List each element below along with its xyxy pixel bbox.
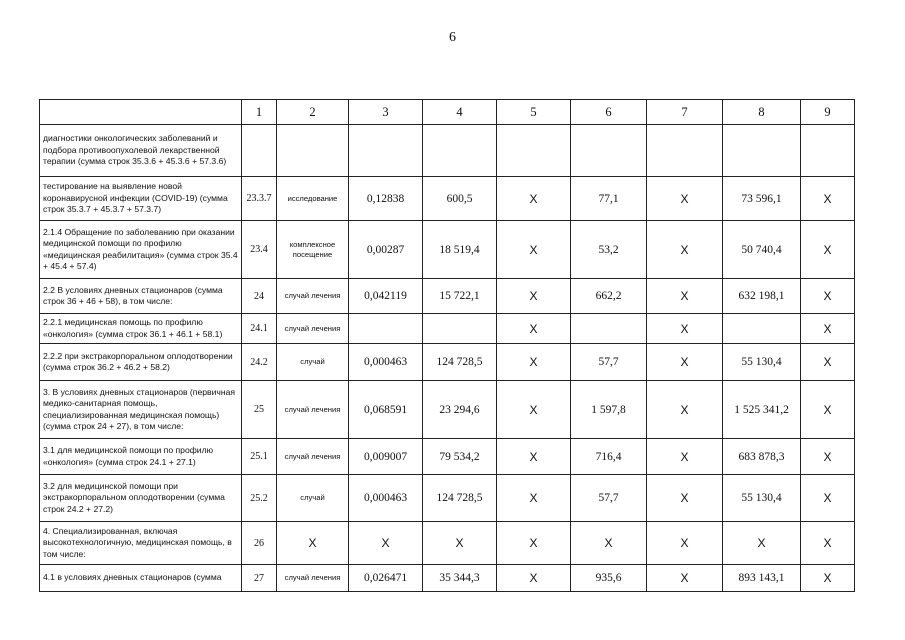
value-cell: X (497, 522, 571, 565)
value-cell: X (801, 439, 855, 475)
header-cell (40, 100, 242, 125)
row-code: 24.1 (242, 314, 277, 344)
value-cell (723, 125, 801, 177)
header-cell: 9 (801, 100, 855, 125)
row-code (242, 125, 277, 177)
value-cell: X (423, 522, 497, 565)
row-code: 27 (242, 565, 277, 592)
value-cell: 0,12838 (349, 177, 423, 221)
header-cell: 6 (571, 100, 647, 125)
value-cell: X (647, 565, 723, 592)
value-cell: X (723, 522, 801, 565)
value-cell: 53,2 (571, 221, 647, 279)
value-cell: 35 344,3 (423, 565, 497, 592)
header-cell: 4 (423, 100, 497, 125)
table-row (40, 221, 855, 279)
row-code: 23.3.7 (242, 177, 277, 221)
unit-cell (277, 125, 349, 177)
value-cell: X (497, 221, 571, 279)
row-description: 2.2 В условиях дневных стационаров (сумма строк 36 + 46 + 58), в том числе: (40, 279, 242, 314)
value-cell: 55 130,4 (723, 475, 801, 522)
row-code: 25 (242, 381, 277, 439)
table-row (40, 344, 855, 381)
value-cell: 124 728,5 (423, 475, 497, 522)
table-row (40, 565, 855, 592)
table-row (40, 177, 855, 221)
row-code: 24 (242, 279, 277, 314)
value-cell: 1 525 341,2 (723, 381, 801, 439)
value-cell: 50 740,4 (723, 221, 801, 279)
value-cell: 0,00287 (349, 221, 423, 279)
table-header-row (40, 100, 855, 125)
value-cell: X (497, 344, 571, 381)
value-cell: X (801, 522, 855, 565)
unit-cell: случай лечения (277, 279, 349, 314)
value-cell (723, 314, 801, 344)
value-cell: 23 294,6 (423, 381, 497, 439)
row-code: 25.2 (242, 475, 277, 522)
value-cell: X (497, 279, 571, 314)
row-description: 3. В условиях дневных стационаров (первичная медико-санитарная помощь, специализированная медицинская помощь) (сумма строк 24 + 27), в том числе: (40, 381, 242, 439)
table-row (40, 475, 855, 522)
header-cell: 5 (497, 100, 571, 125)
value-cell: X (497, 177, 571, 221)
value-cell: X (647, 381, 723, 439)
header-cell: 8 (723, 100, 801, 125)
value-cell: X (801, 314, 855, 344)
unit-cell: случай (277, 475, 349, 522)
value-cell: 0,068591 (349, 381, 423, 439)
value-cell: 77,1 (571, 177, 647, 221)
unit-cell: исследование (277, 177, 349, 221)
value-cell: 0,026471 (349, 565, 423, 592)
row-description: 4. Специализированная, включая высокотехнологичную, медицинская помощь, в том числе: (40, 522, 242, 565)
value-cell: 716,4 (571, 439, 647, 475)
value-cell: 73 596,1 (723, 177, 801, 221)
value-cell: 55 130,4 (723, 344, 801, 381)
value-cell: 15 722,1 (423, 279, 497, 314)
value-cell (801, 125, 855, 177)
data-table (39, 99, 855, 592)
value-cell: 0,042119 (349, 279, 423, 314)
value-cell: 600,5 (423, 177, 497, 221)
value-cell: 57,7 (571, 344, 647, 381)
unit-cell: случай лечения (277, 565, 349, 592)
value-cell: 683 878,3 (723, 439, 801, 475)
value-cell: 124 728,5 (423, 344, 497, 381)
value-cell (647, 125, 723, 177)
value-cell: X (497, 475, 571, 522)
unit-cell: случай (277, 344, 349, 381)
value-cell: X (647, 314, 723, 344)
value-cell: X (647, 522, 723, 565)
unit-cell: X (277, 522, 349, 565)
header-cell: 3 (349, 100, 423, 125)
row-code: 23.4 (242, 221, 277, 279)
value-cell: X (801, 279, 855, 314)
value-cell: X (647, 279, 723, 314)
row-description: 2.2.1 медицинская помощь по профилю «онкология» (сумма строк 36.1 + 46.1 + 58.1) (40, 314, 242, 344)
value-cell: X (801, 475, 855, 522)
value-cell: 893 143,1 (723, 565, 801, 592)
row-description: 2.1.4 Обращение по заболеванию при оказании медицинской помощи по профилю «медицинская реабилитация» (сумма строк 35.4 + 45.4 + 57.4) (40, 221, 242, 279)
value-cell: 79 534,2 (423, 439, 497, 475)
value-cell: X (647, 221, 723, 279)
value-cell: X (647, 439, 723, 475)
header-cell: 2 (277, 100, 349, 125)
value-cell: X (801, 565, 855, 592)
table-row (40, 522, 855, 565)
value-cell: 632 198,1 (723, 279, 801, 314)
value-cell (423, 125, 497, 177)
value-cell: X (647, 475, 723, 522)
value-cell: 0,000463 (349, 344, 423, 381)
table-row (40, 381, 855, 439)
value-cell: X (801, 221, 855, 279)
page-number: 6 (449, 30, 456, 45)
value-cell (571, 125, 647, 177)
value-cell: 18 519,4 (423, 221, 497, 279)
unit-cell: случай лечения (277, 381, 349, 439)
value-cell (423, 314, 497, 344)
value-cell: 935,6 (571, 565, 647, 592)
value-cell: X (497, 381, 571, 439)
unit-cell: комплексное посещение (277, 221, 349, 279)
value-cell: X (497, 314, 571, 344)
row-code: 24.2 (242, 344, 277, 381)
row-description: 3.1 для медицинской помощи по профилю «онкология» (сумма строк 24.1 + 27.1) (40, 439, 242, 475)
value-cell: 662,2 (571, 279, 647, 314)
row-description: 2.2.2 при экстракорпоральном оплодотворении (сумма строк 36.2 + 46.2 + 58.2) (40, 344, 242, 381)
value-cell: X (801, 381, 855, 439)
value-cell: X (647, 344, 723, 381)
unit-cell: случай лечения (277, 314, 349, 344)
value-cell (349, 125, 423, 177)
value-cell: 57,7 (571, 475, 647, 522)
table-row (40, 439, 855, 475)
table-row (40, 314, 855, 344)
row-code: 25.1 (242, 439, 277, 475)
table-row (40, 279, 855, 314)
value-cell: 0,009007 (349, 439, 423, 475)
row-description: диагностики онкологических заболеваний и подбора противоопухолевой лекарственной терапии (сумма строк 35.3.6 + 45.3.6 + 57.3.6) (40, 125, 242, 177)
value-cell (571, 314, 647, 344)
value-cell (349, 314, 423, 344)
value-cell: X (497, 439, 571, 475)
header-cell: 1 (242, 100, 277, 125)
unit-cell: случай лечения (277, 439, 349, 475)
row-description: 3.2 для медицинской помощи при экстракорпоральном оплодотворении (сумма строк 24.2 + 27.2) (40, 475, 242, 522)
value-cell: 1 597,8 (571, 381, 647, 439)
row-code: 26 (242, 522, 277, 565)
table-row (40, 125, 855, 177)
value-cell: X (801, 177, 855, 221)
value-cell (497, 125, 571, 177)
value-cell: X (801, 344, 855, 381)
row-description: 4.1 в условиях дневных стационаров (сумма (40, 565, 242, 592)
header-cell: 7 (647, 100, 723, 125)
value-cell: X (349, 522, 423, 565)
value-cell: 0,000463 (349, 475, 423, 522)
value-cell: X (571, 522, 647, 565)
value-cell: X (497, 565, 571, 592)
row-description: тестирование на выявление новой коронавирусной инфекции (COVID-19) (сумма строк 35.3.7 + 45.3.7 + 57.3.7) (40, 177, 242, 221)
value-cell: X (647, 177, 723, 221)
